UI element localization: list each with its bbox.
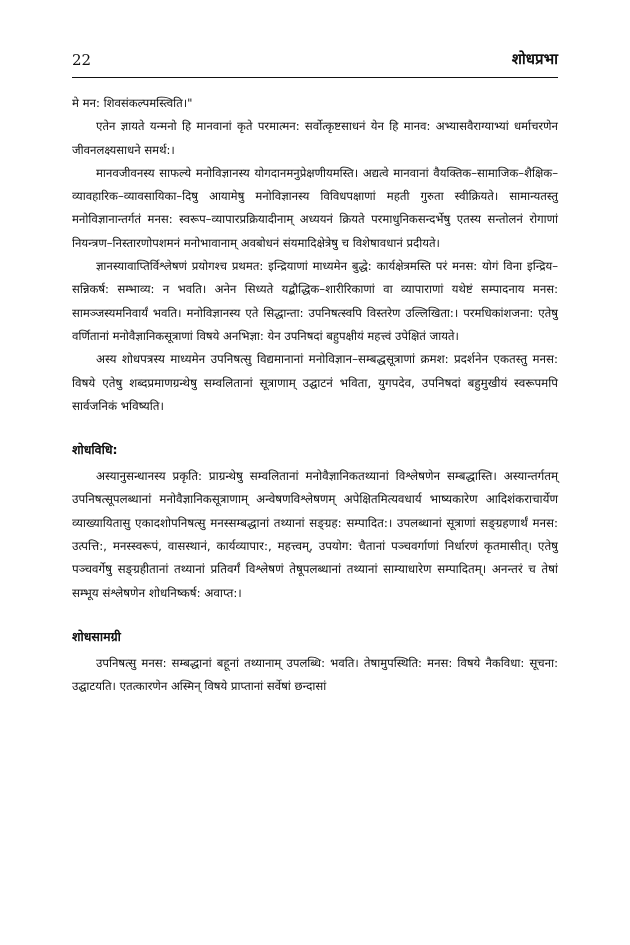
paragraph: अस्य शोधपत्रस्य माध्यमेन उपनिषत्सु विद्यमानानां मनोविज्ञान–सम्बद्धसूत्राणां क्रमश: प्रदर्शनेन एकतस्तु मनस: विषये एतेषु शब्दप्रमाणग्रन्थेषु सम्वलितानां सूत्राणाम् उद्घाटनं भविता, युगपदेव, उपनिषदां बहुमुखीयं स्वरूपमपि सार्वजनिकं भविष्यति। (72, 352, 558, 413)
paragraph-quote-end: मे मन: शिवसंकल्पमस्त्विति।" (72, 96, 193, 110)
body-text (72, 92, 558, 699)
paragraph: मानवजीवनस्य साफल्ये मनोविज्ञानस्य योगदानमनुप्रेक्षणीयमस्ति। अद्यत्वे मानवानां वैयक्तिक–सामाजिक–शैक्षिक–व्यावहारिक–व्यावसायिका–दिषु आयामेषु मनोविज्ञानस्य विविधपक्षाणां महती गुरुता स्वीक्रियते। सामान्यतस्तु मनोविज्ञानान्तर्गतं मनस: स्वरूप–व्यापारप्रक्रियादीनाम् अध्ययनं क्रियते परमाधुनिकसन्दर्भेषु एतस्य सन्तोलनं रोगाणां नियन्त्रण–निस्तारणोपशमनं मनोभावानाम् अवबोधनं संयमादिक्षेत्रेषु च विशेषावधानं प्रदीयते। (72, 165, 558, 250)
header-rule (72, 77, 558, 78)
running-head: शोधप्रभा (511, 50, 558, 68)
page-header (72, 49, 558, 75)
page-number: 22 (72, 51, 92, 69)
section-heading-material: शोधसामग्री (72, 628, 121, 644)
paragraph: उपनिषत्सु मनस: सम्बद्धानां बहूनां तथ्यानाम् उपलब्धि: भवति। तेषामुपस्थिति: मनस: विषये नैकविधा: सूचना: उद्घाटयति। एतत्कारणेन अस्मिन् विषये प्राप्तानां सर्वेषां छन्दासां (72, 655, 558, 694)
paragraph: ज्ञानस्यावाप्तिर्विश्लेषणं प्रयोगश्च प्रथमत: इन्द्रियाणां माध्यमेन बुद्धे: कार्यक्षेत्रमस्ति परं मनस: योगं विना इन्द्रिय–सन्निकर्ष: सम्भाव्य: न भवति। अनेन सिध्यते यद्बौद्धिक–शारीरिकाणां वा व्यापाराणां यथेष्टं सम्पादनाय मनस: सामञ्जस्यमनिवार्यं भवति। मनोविज्ञानस्य एते सिद्धान्ता: उपनिषत्स्वपि विस्तरेण उल्लिखिता:। परमधिकांशजना: एतेषु वर्णितानां मनोवैज्ञानिकसूत्राणां विषये अनभिज्ञा: येन उपनिषदां बहुपक्षीयं महत्त्वं उपेक्षितं जायते। (72, 259, 558, 343)
section-heading-methodology: शोधविधि: (72, 442, 118, 458)
paragraph: एतेन ज्ञायते यन्मनो हि मानवानां कृते परमात्मन: सर्वोत्कृष्टसाधनं येन हि मानव: अभ्यासवैराग्याभ्यां धर्माचरणेन जीवनलक्ष्यसाधने समर्थ:। (72, 119, 558, 157)
paragraph: अस्यानुसन्धानस्य प्रकृति: प्राग्रन्थेषु सम्वलितानां मनोवैज्ञानिकतथ्यानां विश्लेषणेन सम्बद्धास्ति। अस्यान्तर्गतम् उपनिषत्सूपलब्धानां मनोवैज्ञानिकसूत्राणाम् अन्वेषणविश्लेषणम् अपेक्षितमित्यवधार्य भाष्यकारेण आदिशंकराचार्येण व्याख्यायितासु एकादशोपनिषत्सु मनस्सम्बद्धानां तथ्यानां सङ्ग्रह: सम्पादित:। उपलब्धानां सूत्राणां सङ्ग्रहणार्थं मनस: उत्पत्ति:, मनस्स्वरूपं, वासस्थानं, कार्यव्यापार:, महत्त्वम्, उपयोग: चैतानां पञ्चवर्गाणां निर्धारणं कृतमासीत्। एतेषु पञ्चवर्गेषु सङ्ग्रहीतानां तथ्यानां प्रतिवर्गं विश्लेषणं तेषूपलब्धानां तथ्यानां साम्याधारेण सम्पादितम्। अनन्तरं च तेषां सम्भूय संश्लेषणेन शोधनिष्कर्ष: अवाप्त:। (72, 469, 558, 600)
